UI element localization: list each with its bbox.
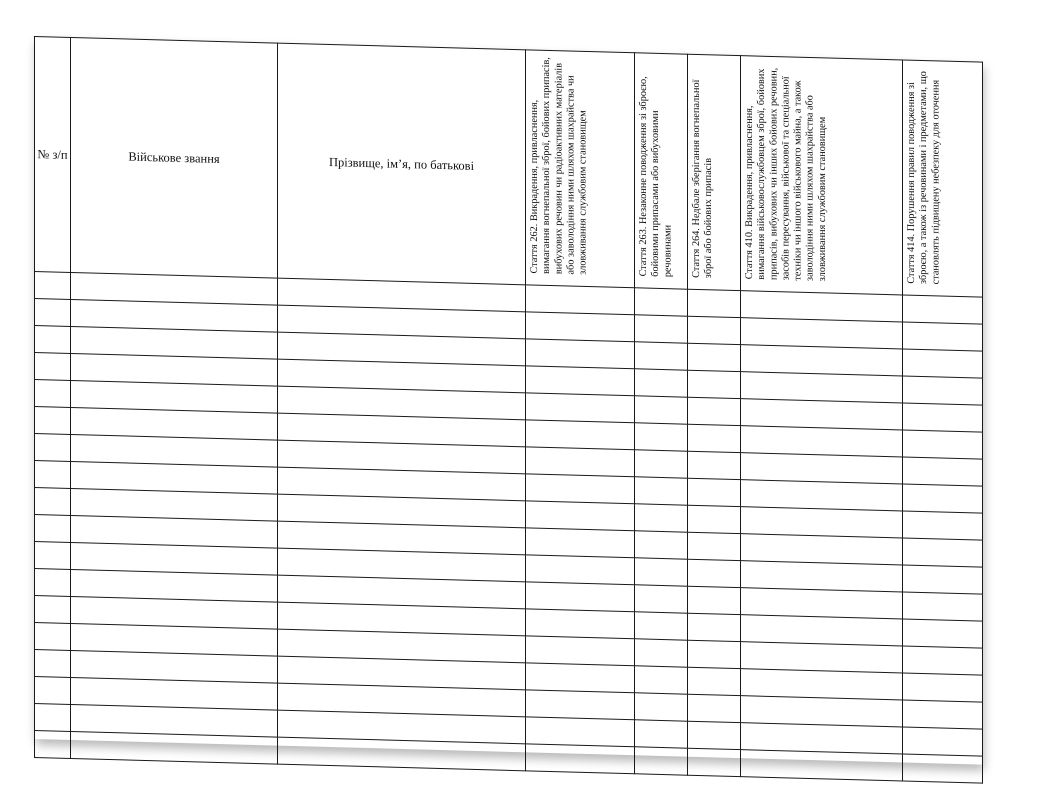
table-cell [35,299,71,327]
col-header-full-name [278,43,526,285]
table-cell [635,396,688,424]
col-header-number [35,37,71,273]
table-cell [903,403,983,432]
table-cell [688,559,741,587]
table-cell [71,731,278,764]
table-cell [635,531,688,559]
table-cell [903,646,983,675]
table-cell [635,747,688,775]
table-cell [903,592,983,621]
table-cell [903,295,983,324]
table-cell [903,430,983,459]
table-cell [635,423,688,451]
table-cell [635,342,688,370]
table-cell [526,285,635,315]
table-cell [688,586,741,614]
table-cell [688,370,741,398]
paper-sheet [34,36,982,765]
table-cell [526,717,635,747]
table-cell [635,450,688,478]
table-cell [35,542,71,570]
table-cell [526,555,635,585]
table-cell [688,748,741,776]
table-cell [35,353,71,381]
table-cell [635,666,688,694]
table-cell [526,582,635,612]
table-cell [688,289,741,317]
table-cell [903,349,983,378]
table-cell [903,565,983,594]
table-cell [35,650,71,678]
col-header-article-262 [526,50,635,288]
table-cell [35,380,71,408]
table-cell [526,312,635,342]
table-cell [635,369,688,397]
table-cell [526,663,635,693]
table-cell [903,457,983,486]
table-cell [526,366,635,396]
table-cell [526,474,635,504]
table-cell [688,613,741,641]
table-cell [526,501,635,531]
table-cell [635,558,688,586]
col-header-rank [71,37,278,278]
table-cell [526,393,635,423]
table-cell [526,609,635,639]
table-cell [903,538,983,567]
table-cell [741,750,903,781]
table-cell [526,447,635,477]
col-header-article-410 [741,56,903,295]
table-cell [35,623,71,651]
register-table [34,36,983,784]
header-row [35,37,983,298]
table-cell [635,288,688,316]
table-cell [903,511,983,540]
table-cell [278,737,526,771]
table-cell [903,322,983,351]
col-header-article-262-label: Стаття 262. Викрадення, привласнення, вимагання вогнепальної зброї, бойових припасів, вибухових речовин чи радіоактивних матеріалів або заволодіння ними шляхом шахрайства чи зловживання службовим становищем [529,56,589,276]
table-cell [688,316,741,344]
table-cell [688,451,741,479]
col-header-article-414 [903,60,983,297]
table-cell [35,407,71,435]
table-cell [903,700,983,729]
table-cell [635,477,688,505]
table-cell [688,721,741,749]
table-cell [35,488,71,516]
table-cell [526,636,635,666]
table-cell [903,727,983,756]
table-cell [688,424,741,452]
col-header-article-263-label: Стаття 263. Незаконне поводження зі зброєю, бойовими припасами або вибуховими речовинами [638,76,674,278]
table-cell [688,343,741,371]
table-cell [526,744,635,774]
table-cell [635,315,688,343]
table-cell [35,515,71,543]
table-cell [903,754,983,783]
table-cell [35,596,71,624]
table-cell [903,619,983,648]
table-cell [903,484,983,513]
table-cell [688,532,741,560]
table-cell [688,478,741,506]
table-cell [526,528,635,558]
table-cell [35,434,71,462]
col-header-article-264 [688,54,741,290]
table-cell [635,504,688,532]
table-cell [688,694,741,722]
col-header-full-name-label: Прізвище, ім’я, по батькові [328,154,475,173]
table-cell [635,612,688,640]
table-cell [635,639,688,667]
table-cell [903,673,983,702]
table-cell [526,339,635,369]
table-body [35,272,983,784]
col-header-article-263 [635,53,688,289]
table-cell [526,690,635,720]
col-header-rank-label: Військове звання [128,149,220,166]
col-header-article-414-label: Стаття 414. Порушення правил поводження зі зброєю, а також із речовинами і предметами, що становлять підвищену небезпеку для оточення [906,71,942,285]
table-cell [635,720,688,748]
table-cell [35,569,71,597]
table-cell [526,420,635,450]
table-cell [35,326,71,354]
table-cell [35,704,71,732]
col-header-number-label: № з/п [37,146,68,162]
table-cell [35,731,71,759]
table-cell [688,505,741,533]
table-cell [35,461,71,489]
table-cell [635,693,688,721]
table-cell [688,640,741,668]
col-header-article-264-label: Стаття 264. Недбале зберігання вогнепальної зброї або бойових припасів [691,79,715,279]
table-cell [635,585,688,613]
table-cell [688,397,741,425]
table-cell [35,272,71,300]
col-header-article-410-label: Стаття 410. Викрадення, привласнення, вимагання військовослужбовцем зброї, бойових припасів, вибухових чи інших бойових речовин, засобів пересування, військової та спеціальної техніки чи іншого військового майна, а також заволодіння ними шляхом шахрайства або зловживання службовим становищем [744,67,828,282]
table-cell [688,667,741,695]
table-cell [903,376,983,405]
table-cell [35,677,71,705]
